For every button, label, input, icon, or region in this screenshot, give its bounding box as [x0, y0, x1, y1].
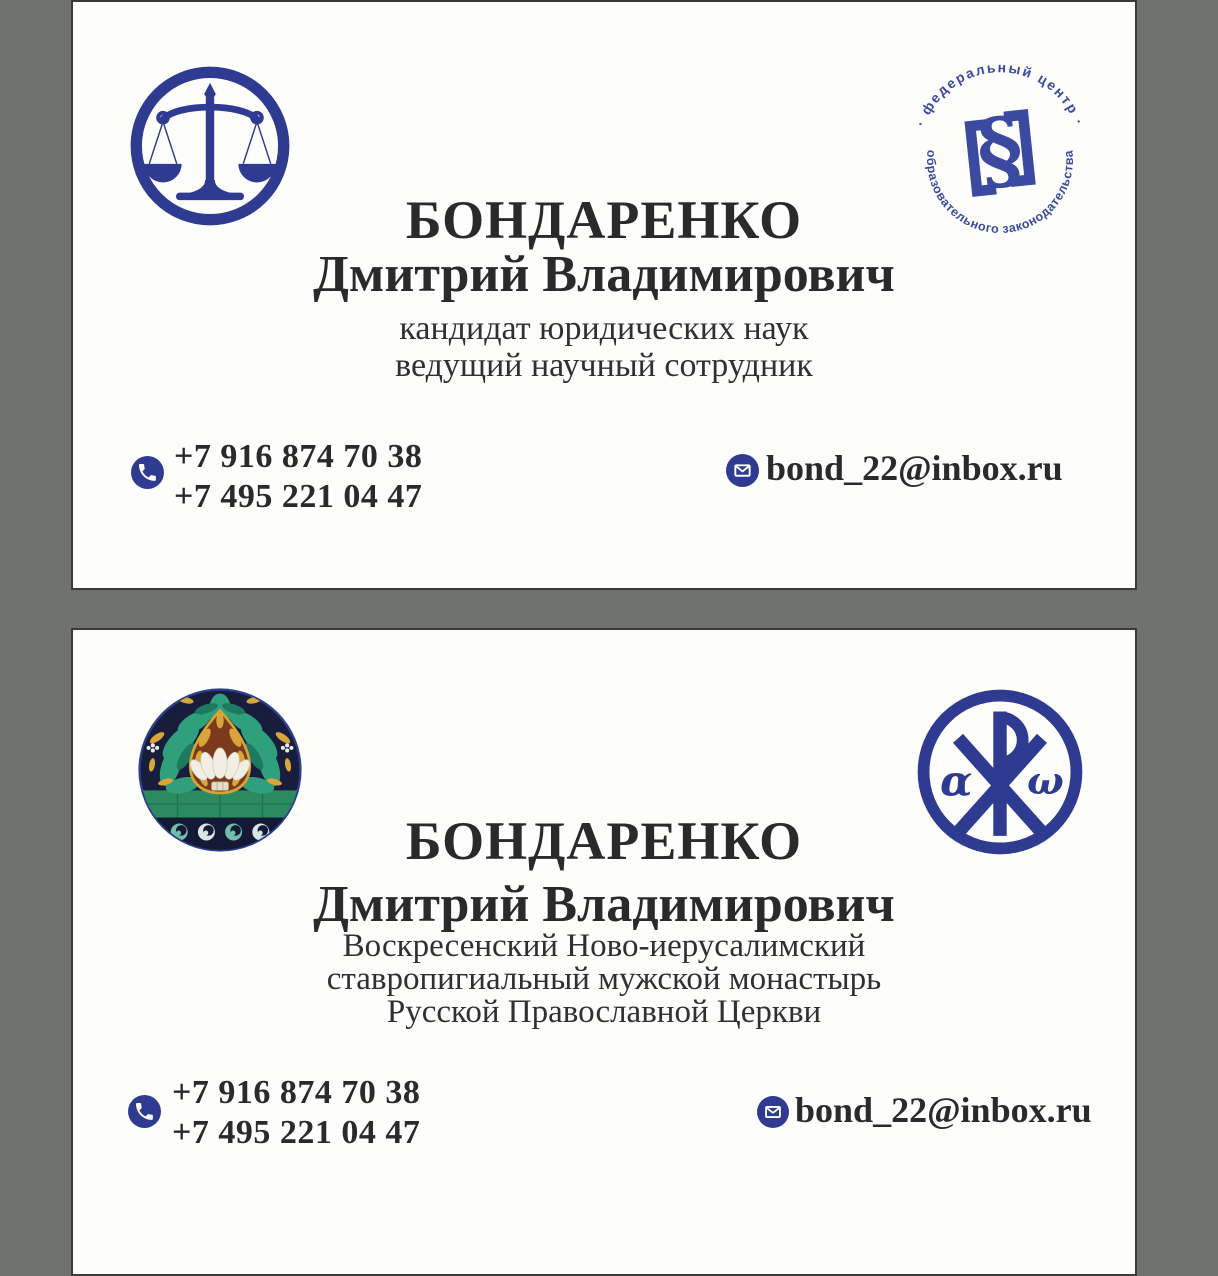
subtitle-line: ставропигиальный мужской монастырь	[326, 961, 882, 997]
subtitle-line: кандидат юридических наук	[399, 310, 809, 347]
alpha-letter: α	[940, 756, 973, 806]
phone-number: +7 916 874 70 38	[172, 1074, 421, 1111]
phone-number: +7 495 221 04 47	[174, 477, 423, 515]
monastery-business-card	[71, 628, 1137, 1276]
surname-text: БОНДАРЕНКО	[405, 190, 803, 250]
open-book-emblem	[968, 97, 1032, 203]
email-address: bond_22@inbox.ru	[795, 1090, 1092, 1130]
phone-number: +7 916 874 70 38	[174, 438, 423, 475]
phone-icon	[131, 456, 164, 489]
seal-bottom-text: образовательного законодательства	[923, 149, 1077, 237]
subtitle-line: Воскресенский Ново-иерусалимский	[342, 928, 866, 964]
monastery-block	[73, 930, 1135, 1029]
phone-numbers-block	[174, 437, 422, 516]
legal-business-card	[71, 0, 1137, 590]
phone-icon	[128, 1095, 161, 1128]
credentials-block	[73, 310, 1135, 384]
section-sign: §	[972, 97, 1028, 203]
email-icon	[726, 454, 759, 487]
email-address: bond_22@inbox.ru	[766, 448, 1063, 488]
email-icon	[757, 1096, 789, 1128]
surname-text: БОНДАРЕНКО	[405, 811, 803, 871]
given-name-text: Дмитрий Владимирович	[313, 246, 895, 303]
seal-top-text: · федеральный центр ·	[911, 59, 1089, 129]
phone-numbers-block	[172, 1073, 420, 1153]
given-name-text: Дмитрий Владимирович	[313, 876, 895, 933]
omega-letter: ω	[1026, 758, 1064, 804]
subtitle-line: Русской Православной Церкви	[386, 994, 822, 1030]
subtitle-line: ведущий научный сотрудник	[395, 347, 813, 384]
phone-number: +7 495 221 04 47	[172, 1114, 421, 1151]
